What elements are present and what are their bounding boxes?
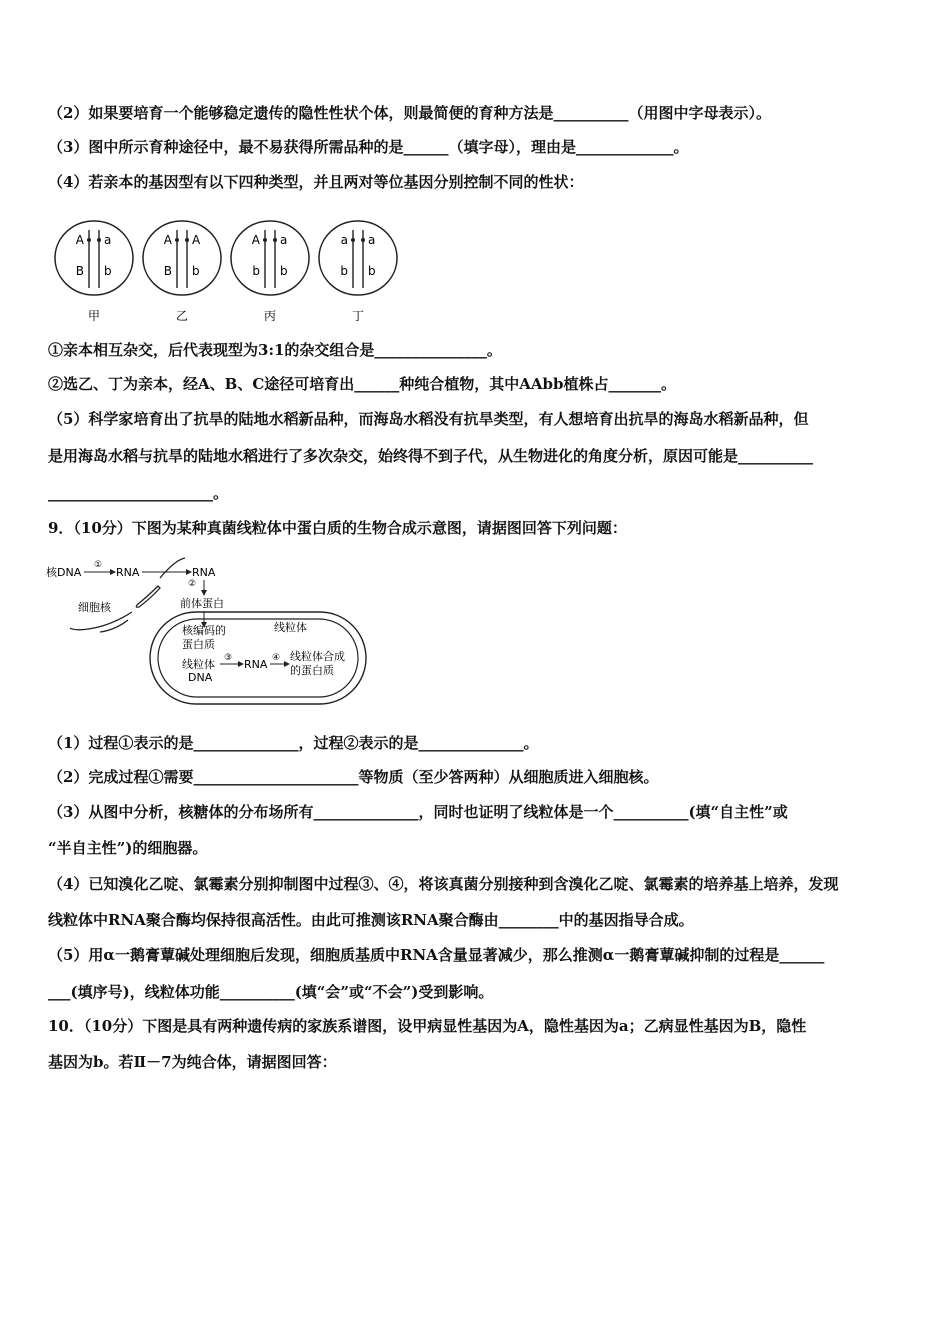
question-9-part-3-line-1: （3）从图中分析，核糖体的分布场所有______________，同时也证明了线粒体是一个__________(填“自主性”或 (48, 803, 788, 821)
mt-dna-label-2: DNA (188, 671, 213, 684)
cell-label: 甲 (87, 309, 101, 323)
allele-label: b (280, 264, 288, 278)
allele-label: a (340, 233, 348, 247)
allele-label: A (75, 233, 84, 247)
allele-label: a (104, 233, 112, 247)
allele-label: b (192, 264, 200, 278)
question-10-line-2: 基因为b。若Ⅱ－7为纯合体，请据图回答： (48, 1053, 337, 1071)
question-9-part-1: （1）过程①表示的是______________，过程②表示的是______________。 (48, 734, 539, 752)
precursor-protein-label: 前体蛋白 (180, 597, 224, 610)
question-8-part-2: （2）如果要培育一个能够稳定遗传的隐性性状个体，则最简便的育种方法是__________（用图中字母表示）。 (48, 104, 771, 122)
mt-dna-label-1: 线粒体 (182, 658, 215, 671)
cell-ding (319, 221, 397, 323)
allele-label: A (251, 233, 260, 247)
cell-yi (143, 221, 221, 323)
question-9-title: 9．（10分）下图为某种真菌线粒体中蛋白质的生物合成示意图，请据图回答下列问题： (48, 519, 627, 537)
question-10-line-1: 10．（10分）下图是具有两种遗传病的家族系谱图，设甲病显性基因为A，隐性基因为a；乙病显性基因为B，隐性 (48, 1017, 807, 1035)
cell-label: 乙 (175, 309, 189, 323)
allele-label: a (368, 233, 376, 247)
allele-label: A (163, 233, 172, 247)
question-9-part-2: （2）完成过程①需要______________________等物质（至少答两种）从细胞质进入细胞核。 (48, 768, 659, 786)
mt-protein-label-1: 线粒体合成 (290, 650, 345, 663)
genotype-cells-figure (52, 214, 432, 324)
step-3-label: ③ (224, 653, 233, 663)
question-8-part-3: （3）图中所示育种途径中，最不易获得所需品种的是______（填字母），理由是_____________。 (48, 138, 689, 156)
mito-synthesis-figure (40, 556, 370, 708)
question-8-part-4-sub-2: ②选乙、丁为亲本，经A、B、C途径可培育出______种纯合植物，其中AAbb植株占_______。 (48, 375, 677, 393)
question-8-part-5-line-2: 是用海岛水稻与抗旱的陆地水稻进行了多次杂交，始终得不到子代，从生物进化的角度分析，原因可能是__________ (48, 447, 814, 465)
rna-label-cytoplasm: RNA (192, 566, 216, 579)
nuclear-coded-label-1: 核编码的 (182, 624, 226, 637)
cell-jia (55, 221, 133, 323)
question-8-part-5-line-1: （5）科学家培育出了抗旱的陆地水稻新品种，而海岛水稻没有抗旱类型，有人想培育出抗旱的海岛水稻新品种，但 (48, 410, 809, 428)
allele-label: b (104, 264, 112, 278)
question-9-part-4-line-1: （4）已知溴化乙啶、氯霉素分别抑制图中过程③、④，将该真菌分别接种到含溴化乙啶、氯霉素的培养基上培养，发现 (48, 875, 839, 893)
nuclear-dna-label: 核DNA (46, 566, 82, 579)
rna-label-nucleus: RNA (116, 566, 140, 579)
cell-label: 丙 (263, 309, 277, 323)
question-8-part-5-line-3: ______________________。 (48, 484, 229, 502)
question-8-part-4-sub-1: ①亲本相互杂交，后代表现型为3:1的杂交组合是_______________。 (48, 341, 502, 359)
allele-label: b (368, 264, 376, 278)
allele-label: a (280, 233, 288, 247)
allele-label: B (75, 264, 84, 278)
question-9-part-5-line-1: （5）用α一鹅膏蕈碱处理细胞后发现，细胞质基质中RNA含量显著减少，那么推测α一鹅膏蕈碱抑制的过程是______ (48, 946, 825, 964)
allele-label: A (192, 233, 201, 247)
step-1-label: ① (94, 560, 103, 570)
question-8-part-4: （4）若亲本的基因型有以下四种类型，并且两对等位基因分别控制不同的性状： (48, 173, 584, 191)
step-2-label: ② (188, 579, 197, 589)
allele-label: b (340, 264, 348, 278)
mitochondrion-label: 线粒体 (274, 621, 307, 634)
rna-label-mito: RNA (244, 658, 268, 671)
step-4-label: ④ (272, 653, 281, 663)
allele-label: B (163, 264, 172, 278)
cell-bing (231, 221, 309, 323)
question-9-part-4-line-2: 线粒体中RNA聚合酶均保持很高活性。由此可推测该RNA聚合酶由________中的基因指导合成。 (48, 911, 694, 929)
cell-label: 丁 (351, 309, 365, 323)
mt-protein-label-2: 的蛋白质 (290, 664, 334, 677)
question-9-part-5-line-2: ___(填序号)，线粒体功能__________(填“会”或“不会”)受到影响。 (48, 983, 494, 1001)
allele-label: b (252, 264, 260, 278)
nuclear-coded-label-2: 蛋白质 (182, 638, 215, 651)
nucleus-label: 细胞核 (78, 601, 111, 614)
question-9-part-3-line-2: “半自主性”)的细胞器。 (48, 839, 208, 857)
